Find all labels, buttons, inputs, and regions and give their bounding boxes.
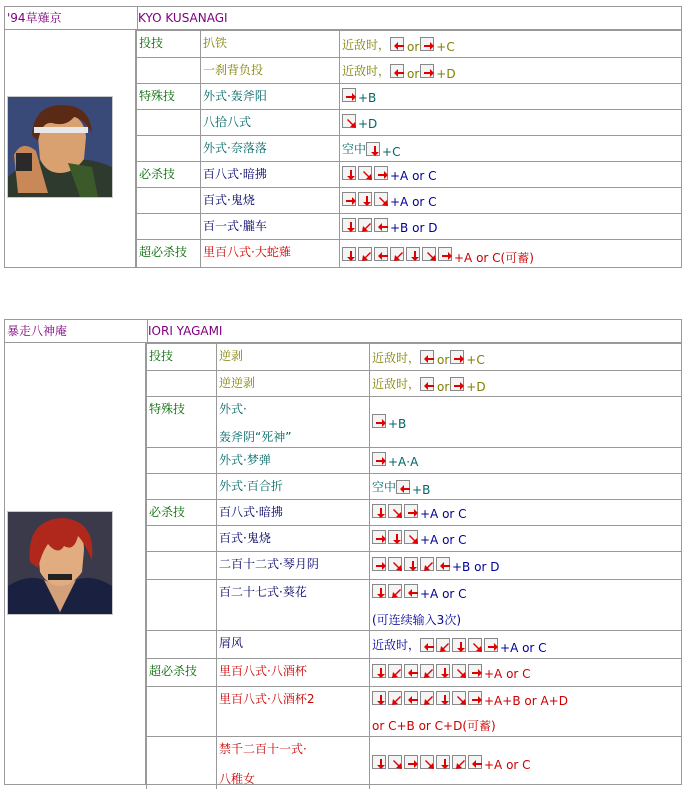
- kyo-command: [342, 36, 455, 53]
- iori-cell-name: [216, 344, 369, 370]
- kyo-cell-name: [200, 84, 339, 109]
- down-left-arrow-icon: [420, 691, 434, 705]
- iori-move-name: 二百十二式·琴月阴: [219, 557, 319, 571]
- iori-cell-command: [369, 659, 681, 686]
- iori-cell-name: [216, 580, 369, 630]
- kyo-title-bar: [4, 6, 682, 30]
- kyo-move-row: [136, 161, 681, 187]
- kyo-cell-command: [339, 240, 681, 268]
- kyo-or-text: or: [407, 66, 420, 81]
- right-arrow-icon: [420, 37, 434, 51]
- right-arrow-icon: [484, 638, 498, 652]
- kyo-cell-name: [200, 110, 339, 135]
- down-arrow-icon: [372, 504, 386, 518]
- down-right-arrow-icon: [404, 530, 418, 544]
- left-arrow-icon: [404, 584, 418, 598]
- kyo-title-jp: '94草薙京: [5, 7, 138, 29]
- kyo-category-label: 投技: [139, 36, 164, 50]
- iori-command: [372, 504, 467, 521]
- iori-cell-name: [216, 371, 369, 396]
- kyo-command-suffix: +B: [358, 91, 377, 105]
- iori-move-name-line2: 轰斧阴“死神”: [219, 430, 292, 444]
- kyo-category-label: 特殊技: [139, 89, 176, 103]
- left-arrow-icon: [420, 377, 434, 391]
- iori-command-prefix: 近敌时，: [372, 377, 421, 391]
- down-right-arrow-icon: [452, 691, 466, 705]
- kyo-move-name: 百一式·朧车: [203, 219, 267, 233]
- down-right-arrow-icon: [388, 557, 402, 571]
- kyo-cell-category: [136, 84, 200, 109]
- iori-command-line2: or C+B or C+D(可蓄): [372, 719, 496, 733]
- kyo-cell-name: [200, 31, 339, 57]
- iori-cell-category: [146, 526, 216, 551]
- kyo-cell-command: [339, 31, 681, 57]
- iori-command: [372, 557, 500, 574]
- iori-cell-command: [369, 500, 681, 525]
- kyo-portrait-cell: [4, 30, 136, 268]
- iori-cell-command: [369, 552, 681, 579]
- left-arrow-icon: [404, 691, 418, 705]
- right-arrow-icon: [372, 557, 386, 571]
- iori-move-row: [146, 579, 681, 630]
- right-arrow-icon: [468, 664, 482, 678]
- down-arrow-icon: [366, 142, 380, 156]
- iori-cell-command: [369, 580, 681, 630]
- kyo-cell-category: [136, 162, 200, 187]
- iori-command: [372, 636, 547, 653]
- iori-move-row: [146, 686, 681, 736]
- iori-cell-command: [369, 474, 681, 499]
- kyo-command-suffix: +A or C: [390, 195, 437, 209]
- iori-command-prefix: 近敌时，: [372, 638, 421, 652]
- down-arrow-icon: [342, 166, 356, 180]
- down-right-arrow-icon: [374, 192, 388, 206]
- kyo-section: [4, 6, 682, 268]
- iori-cell-category: [146, 371, 216, 396]
- kyo-cell-category: [136, 240, 200, 268]
- iori-cell-name: [216, 631, 369, 658]
- iori-command-suffix: +A·A: [388, 455, 419, 469]
- right-arrow-icon: [404, 755, 418, 769]
- kyo-move-row: [136, 187, 681, 213]
- kyo-command-prefix: 空中: [342, 142, 367, 156]
- down-right-arrow-icon: [422, 247, 436, 261]
- right-arrow-icon: [372, 414, 386, 428]
- down-arrow-icon: [388, 530, 402, 544]
- iori-cell-command: [369, 526, 681, 551]
- kyo-cell-command: [339, 84, 681, 109]
- kyo-move-row: [136, 135, 681, 161]
- down-left-arrow-icon: [388, 584, 402, 598]
- iori-command-suffix: +B: [388, 416, 407, 431]
- kyo-move-name: 八拾八式: [203, 115, 252, 129]
- iori-cell-command: [369, 687, 681, 736]
- kyo-cell-command: [339, 214, 681, 239]
- down-arrow-icon: [436, 691, 450, 705]
- iori-category-label: 投技: [149, 349, 174, 363]
- iori-or-text: or: [437, 379, 450, 394]
- down-left-arrow-icon: [358, 218, 372, 232]
- iori-move-row: [146, 736, 681, 789]
- left-arrow-icon: [374, 247, 388, 261]
- iori-command: [372, 584, 467, 601]
- iori-move-name: 外式·梦弹: [219, 453, 271, 467]
- right-arrow-icon: [374, 166, 388, 180]
- iori-command-prefix: 空中: [372, 480, 397, 494]
- iori-cell-name: [216, 737, 369, 789]
- kyo-command: [342, 140, 400, 157]
- iori-cell-command: [369, 371, 681, 396]
- left-arrow-icon: [390, 64, 404, 78]
- iori-command-suffix: +B: [412, 482, 431, 497]
- iori-title-en: IORI YAGAMI: [148, 324, 223, 338]
- down-arrow-icon: [358, 192, 372, 206]
- iori-move-name: 百式·鬼烧: [219, 531, 271, 545]
- kyo-move-row: [136, 109, 681, 135]
- iori-cell-category: [146, 448, 216, 473]
- down-left-arrow-icon: [436, 638, 450, 652]
- iori-command-prefix: 近敌时，: [372, 350, 421, 365]
- down-arrow-icon: [404, 557, 418, 571]
- iori-command: [372, 349, 485, 366]
- left-arrow-icon: [436, 557, 450, 571]
- iori-move-row: [146, 525, 681, 551]
- kyo-move-name: 里百八式·大蛇薙: [203, 245, 291, 259]
- iori-move-name: 外式·: [219, 402, 247, 416]
- iori-move-row: [146, 396, 681, 447]
- down-right-arrow-icon: [342, 114, 356, 128]
- iori-command-suffix: +A or C: [484, 757, 531, 772]
- iori-move-row: [146, 499, 681, 525]
- iori-move-row: [146, 343, 681, 370]
- down-arrow-icon: [436, 664, 450, 678]
- iori-move-table: [146, 343, 682, 785]
- down-left-arrow-icon: [420, 664, 434, 678]
- kyo-move-name: 一刹背负投: [203, 63, 264, 77]
- iori-cell-name: [216, 552, 369, 579]
- right-arrow-icon: [372, 452, 386, 466]
- iori-command-suffix: +C: [466, 353, 485, 367]
- down-arrow-icon: [436, 755, 450, 769]
- right-arrow-icon: [450, 377, 464, 391]
- iori-category-label: 必杀技: [149, 505, 186, 519]
- iori-portrait: [7, 511, 113, 615]
- iori-command-suffix: +A or C: [420, 533, 467, 547]
- kyo-command-suffix: +B or D: [390, 221, 438, 235]
- down-left-arrow-icon: [390, 247, 404, 261]
- iori-cell-name: [216, 397, 369, 447]
- iori-title-bar: [4, 319, 682, 343]
- iori-cell-command: [369, 737, 681, 789]
- kyo-move-name: 百八式·暗拂: [203, 167, 267, 181]
- kyo-command: [342, 88, 377, 105]
- kyo-command: [342, 218, 438, 235]
- iori-move-row: [146, 447, 681, 473]
- kyo-move-name: 扒铁: [203, 36, 228, 50]
- down-right-arrow-icon: [452, 664, 466, 678]
- iori-cell-category: [146, 737, 216, 789]
- iori-portrait-image: [8, 512, 112, 614]
- left-arrow-icon: [404, 664, 418, 678]
- kyo-command: [342, 246, 534, 263]
- kyo-command: [342, 192, 437, 209]
- kyo-command-suffix: +D: [436, 66, 456, 81]
- kyo-cell-command: [339, 58, 681, 83]
- iori-command: [372, 691, 568, 708]
- kyo-cell-category: [136, 214, 200, 239]
- kyo-move-row: [136, 213, 681, 239]
- kyo-command-suffix: +A or C(可蓄): [454, 250, 534, 265]
- kyo-command: [342, 166, 437, 183]
- iori-cell-command: [369, 344, 681, 370]
- iori-command-suffix: +A or C: [484, 667, 531, 681]
- iori-move-name: 外式·百合折: [219, 479, 283, 493]
- iori-category-label: 特殊技: [149, 402, 186, 416]
- down-right-arrow-icon: [358, 166, 372, 180]
- down-arrow-icon: [406, 247, 420, 261]
- iori-cell-name: [216, 474, 369, 499]
- kyo-move-row: [136, 57, 681, 83]
- iori-move-name: 逆逆剥: [219, 376, 256, 390]
- down-arrow-icon: [342, 247, 356, 261]
- right-arrow-icon: [342, 88, 356, 102]
- iori-move-name: 禁千二百十一式·: [219, 742, 307, 756]
- iori-move-name: 里百八式·八酒杯: [219, 664, 307, 678]
- kyo-move-row: [136, 239, 681, 268]
- iori-cell-category: [146, 580, 216, 630]
- right-arrow-icon: [372, 530, 386, 544]
- down-right-arrow-icon: [420, 755, 434, 769]
- iori-command: [372, 530, 467, 547]
- kyo-command-prefix: 近敌时，: [342, 64, 391, 78]
- iori-move-row: [146, 473, 681, 499]
- kyo-move-row: [136, 30, 681, 57]
- iori-cell-name: [216, 659, 369, 686]
- down-arrow-icon: [372, 584, 386, 598]
- iori-move-row: [146, 370, 681, 396]
- iori-command: [372, 664, 531, 681]
- iori-cell-category: [146, 474, 216, 499]
- kyo-cell-category: [136, 31, 200, 57]
- iori-cell-name: [216, 500, 369, 525]
- kyo-cell-category: [136, 188, 200, 213]
- down-right-arrow-icon: [388, 504, 402, 518]
- right-arrow-icon: [342, 192, 356, 206]
- kyo-move-name: 百式·鬼烧: [203, 193, 255, 207]
- down-right-arrow-icon: [468, 638, 482, 652]
- kyo-title-en: KYO KUSANAGI: [138, 11, 228, 25]
- left-arrow-icon: [420, 638, 434, 652]
- kyo-move-name: 外式·奈落落: [203, 141, 267, 155]
- kyo-move-table: [136, 30, 682, 268]
- left-arrow-icon: [390, 37, 404, 51]
- down-right-arrow-icon: [388, 755, 402, 769]
- kyo-portrait: [7, 96, 113, 198]
- kyo-cell-name: [200, 188, 339, 213]
- right-arrow-icon: [438, 247, 452, 261]
- kyo-cell-name: [200, 162, 339, 187]
- kyo-command-suffix: +A or C: [390, 169, 437, 183]
- kyo-portrait-image: [8, 97, 112, 197]
- iori-command-suffix: +A or C: [500, 640, 547, 655]
- right-arrow-icon: [468, 691, 482, 705]
- iori-cell-category: [146, 500, 216, 525]
- iori-move-name: 百二十七式·葵花: [219, 585, 307, 599]
- iori-move-name: 里百八式·八酒杯2: [219, 692, 315, 706]
- iori-move-name-line2: 八稚女: [219, 772, 256, 786]
- iori-command-line2: (可连续输入3次): [372, 613, 461, 627]
- kyo-command-prefix: 近敌时，: [342, 37, 391, 52]
- kyo-cell-category: [136, 58, 200, 83]
- down-left-arrow-icon: [388, 691, 402, 705]
- kyo-command: [342, 114, 378, 131]
- iori-section: [4, 319, 682, 785]
- iori-cell-command: [369, 448, 681, 473]
- left-arrow-icon: [420, 350, 434, 364]
- kyo-category-label: 必杀技: [139, 167, 176, 181]
- down-arrow-icon: [452, 638, 466, 652]
- kyo-cell-command: [339, 162, 681, 187]
- right-arrow-icon: [420, 64, 434, 78]
- iori-move-row: [146, 551, 681, 579]
- iori-command: [372, 755, 531, 772]
- kyo-category-label: 超必杀技: [139, 245, 188, 259]
- iori-move-row: [146, 630, 681, 658]
- kyo-or-text: or: [407, 40, 420, 54]
- kyo-command-suffix: +D: [358, 117, 378, 131]
- iori-cell-command: [369, 631, 681, 658]
- down-arrow-icon: [372, 691, 386, 705]
- down-arrow-icon: [372, 755, 386, 769]
- kyo-cell-category: [136, 136, 200, 161]
- iori-cell-name: [216, 526, 369, 551]
- iori-command: [372, 478, 430, 495]
- kyo-cell-command: [339, 188, 681, 213]
- iori-cell-command: [369, 397, 681, 447]
- down-left-arrow-icon: [420, 557, 434, 571]
- iori-move-row: [146, 658, 681, 686]
- iori-command-suffix: +A+B or A+D: [484, 694, 568, 708]
- iori-cell-category: [146, 631, 216, 658]
- kyo-command-suffix: +C: [436, 40, 455, 54]
- iori-move-name: 百八式·暗拂: [219, 505, 283, 519]
- kyo-command-suffix: +C: [382, 144, 401, 159]
- iori-command-suffix: +A or C: [420, 587, 467, 601]
- kyo-command: [342, 62, 456, 79]
- kyo-move-name: 外式·轰斧阳: [203, 89, 267, 103]
- kyo-cell-name: [200, 240, 339, 268]
- iori-or-text: or: [437, 353, 450, 367]
- iori-title-jp: 暴走八神庵: [5, 320, 148, 342]
- kyo-cell-name: [200, 214, 339, 239]
- iori-move-name: 屑风: [219, 636, 244, 650]
- iori-cell-category: [146, 397, 216, 447]
- left-arrow-icon: [374, 218, 388, 232]
- down-arrow-icon: [342, 218, 356, 232]
- iori-cell-category: [146, 344, 216, 370]
- down-left-arrow-icon: [358, 247, 372, 261]
- iori-command: [372, 414, 407, 431]
- iori-cell-category: [146, 687, 216, 736]
- left-arrow-icon: [468, 755, 482, 769]
- iori-command-suffix: +D: [466, 379, 486, 394]
- iori-cell-name: [216, 448, 369, 473]
- kyo-cell-command: [339, 136, 681, 161]
- iori-cell-category: [146, 552, 216, 579]
- kyo-cell-name: [200, 58, 339, 83]
- right-arrow-icon: [404, 504, 418, 518]
- iori-command-suffix: +B or D: [452, 560, 500, 574]
- iori-category-label: 超必杀技: [149, 664, 198, 678]
- iori-command: [372, 375, 486, 392]
- left-arrow-icon: [396, 480, 410, 494]
- kyo-cell-category: [136, 110, 200, 135]
- kyo-cell-command: [339, 110, 681, 135]
- kyo-move-row: [136, 83, 681, 109]
- iori-cell-category: [146, 659, 216, 686]
- iori-portrait-cell: [4, 343, 146, 785]
- right-arrow-icon: [450, 350, 464, 364]
- down-arrow-icon: [372, 664, 386, 678]
- iori-cell-name: [216, 687, 369, 736]
- iori-command-suffix: +A or C: [420, 507, 467, 521]
- down-left-arrow-icon: [452, 755, 466, 769]
- down-left-arrow-icon: [388, 664, 402, 678]
- iori-move-name: 逆剥: [219, 349, 244, 363]
- iori-command: [372, 452, 419, 469]
- kyo-cell-name: [200, 136, 339, 161]
